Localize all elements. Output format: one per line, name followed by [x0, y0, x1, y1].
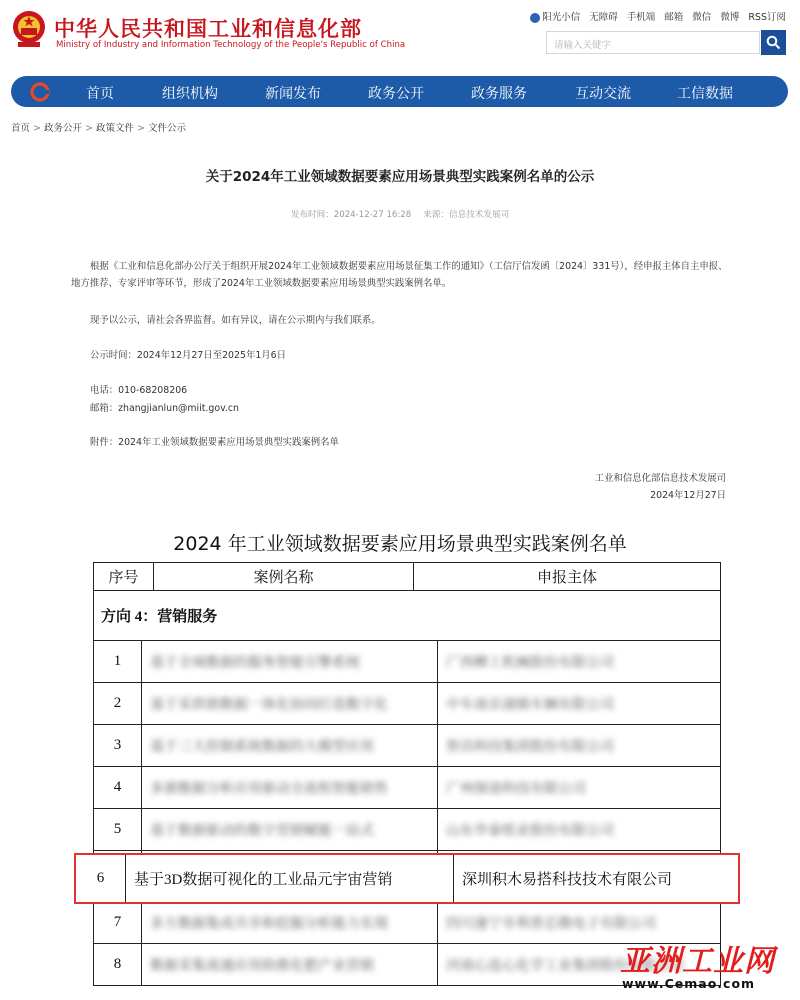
search-icon [766, 35, 781, 50]
row-case-name: 基于三大控制系统数据的大模型应用 [142, 725, 438, 767]
nav-home[interactable]: 首页 [86, 86, 114, 102]
breadcrumb-policy[interactable]: 政策文件 [95, 123, 134, 134]
mobile-link[interactable]: 手机端 [626, 12, 656, 23]
highlight-applicant: 深圳积木易搭科技技术有限公司 [462, 872, 673, 888]
table-row [94, 725, 721, 767]
national-emblem-icon [12, 10, 46, 48]
contact-email: 邮箱：zhangjianlun@miit.gov.cn [90, 403, 239, 414]
case-table [93, 562, 721, 591]
highlight-num: 6 [76, 855, 126, 902]
row-applicant: 中车南京浦镇车辆有限公司 [438, 683, 721, 725]
breadcrumb-notice[interactable]: 文件公示 [147, 123, 186, 134]
header-num: 序号 [94, 563, 154, 591]
row-applicant: 四川遂宁市利普芯微电子有限公司 [438, 902, 721, 944]
table-row [94, 809, 721, 851]
breadcrumb-gov-affairs[interactable]: 政务公开 [43, 123, 82, 134]
row-num: 3 [94, 725, 142, 767]
row-applicant: 广西柳工机械股份有限公司 [438, 641, 721, 683]
table-row [94, 767, 721, 809]
row-num: 1 [94, 641, 142, 683]
table-header-row [94, 563, 721, 591]
search-input[interactable]: 请输入关键字 [546, 31, 760, 54]
row-num: 4 [94, 767, 142, 809]
row-applicant: 河南心连心化学工业集团股份有限公司 [438, 944, 721, 986]
sunshine-icon [530, 13, 540, 23]
article-meta [0, 208, 800, 220]
mail-link[interactable]: 邮箱 [664, 12, 684, 23]
row-case-name: 基于数据驱动的数字营销赋能一站式 [142, 809, 438, 851]
highlight-case-name: 基于3D数据可视化的工业品元宇宙营销 [126, 855, 454, 902]
rss-link[interactable]: RSS订阅 [748, 12, 786, 23]
nav-logo[interactable] [11, 76, 69, 107]
sunshine-link[interactable]: 阳光小信 [530, 9, 580, 23]
row-case-name: 基于采供销数据一体化协同打造数字化 [142, 683, 438, 725]
case-table-body [93, 590, 721, 986]
sign-org: 工业和信息化部信息技术发展司 [594, 473, 726, 484]
site-header [0, 0, 800, 70]
miit-logo-icon [30, 82, 50, 102]
row-num: 5 [94, 809, 142, 851]
article-paragraph-1: 根据《工业和信息化部办公厅关于组织开展2024年工业领域数据要素应用场景征集工作的通知》（工信厅信发函〔2024〕331号），经申报主体自主申报、地方推荐、专家评审等环节，形成了2024年工业领域数据要素应用场景典型实践案例名单。 [71, 261, 728, 289]
nav-gov-services[interactable]: 政务服务 [471, 86, 527, 102]
sign-date: 2024年12月27日 [650, 490, 726, 501]
top-links [530, 9, 786, 23]
contact-phone: 电话：010-68208206 [90, 385, 188, 396]
nav-data[interactable]: 工信数据 [677, 86, 733, 102]
wechat-link[interactable]: 微信 [692, 12, 712, 23]
watermark-url: www.Cemao.com [622, 976, 756, 991]
row-num: 7 [94, 902, 142, 944]
table-row [94, 641, 721, 683]
article-source: 来源：信息技术发展司 [423, 210, 510, 220]
header-case-name: 案例名称 [154, 563, 414, 591]
watermark-logo: 亚洲工业网 [620, 944, 775, 979]
main-nav [11, 76, 788, 107]
site-title[interactable]: 中华人民共和国工业和信息化部 [54, 17, 362, 41]
row-applicant: 广州探迹科技有限公司 [438, 767, 721, 809]
document-title: 2024 年工业领域数据要素应用场景典型实践案例名单 [173, 533, 627, 555]
search-button[interactable] [761, 30, 786, 55]
accessibility-link[interactable]: 无障碍 [589, 12, 618, 23]
notice-period: 公示时间：2024年12月27日至2025年1月6日 [90, 350, 287, 361]
publish-time: 发布时间：2024-12-27 16:28 [290, 210, 412, 220]
site-subtitle: Ministry of Industry and Information Technology of the People's Republic of China [56, 40, 406, 50]
row-case-name: 多方数据集成共享和挖掘分析能力实现 [142, 902, 438, 944]
row-case-name: 基于全域数据的服务智能引擎系统 [142, 641, 438, 683]
nav-interaction[interactable]: 互动交流 [575, 86, 631, 102]
row-applicant: 山东华泰纸业股份有限公司 [438, 809, 721, 851]
article-title: 关于2024年工业领域数据要素应用场景典型实践案例名单的公示 [205, 169, 595, 185]
row-applicant: 智昌科技集团股份有限公司 [438, 725, 721, 767]
row-num: 8 [94, 944, 142, 986]
weibo-link[interactable]: 微博 [720, 12, 740, 23]
watermark [620, 936, 792, 992]
breadcrumb-home[interactable]: 首页 [11, 123, 31, 134]
direction-row [94, 591, 721, 641]
row-case-name: 多源数据分析应用驱动全流程智能销售 [142, 767, 438, 809]
attachment-link[interactable]: 附件：2024年工业领域数据要素应用场景典型实践案例名单 [90, 437, 339, 448]
nav-gov-affairs[interactable]: 政务公开 [368, 86, 424, 102]
row-case-name: 数据采集流通应用助推化肥产业营销 [142, 944, 438, 986]
row-num: 2 [94, 683, 142, 725]
article-paragraph-2: 现予以公示，请社会各界监督。如有异议，请在公示期内与我们联系。 [90, 315, 381, 326]
nav-news[interactable]: 新闻发布 [265, 86, 321, 102]
direction-label: 方向 4：营销服务 [94, 591, 721, 641]
breadcrumb: 首页 > 政务公开 > 政策文件 > 文件公示 [11, 123, 186, 134]
header-applicant: 申报主体 [414, 563, 721, 591]
highlighted-row [74, 853, 740, 904]
table-row [94, 683, 721, 725]
nav-organization[interactable]: 组织机构 [162, 86, 218, 102]
